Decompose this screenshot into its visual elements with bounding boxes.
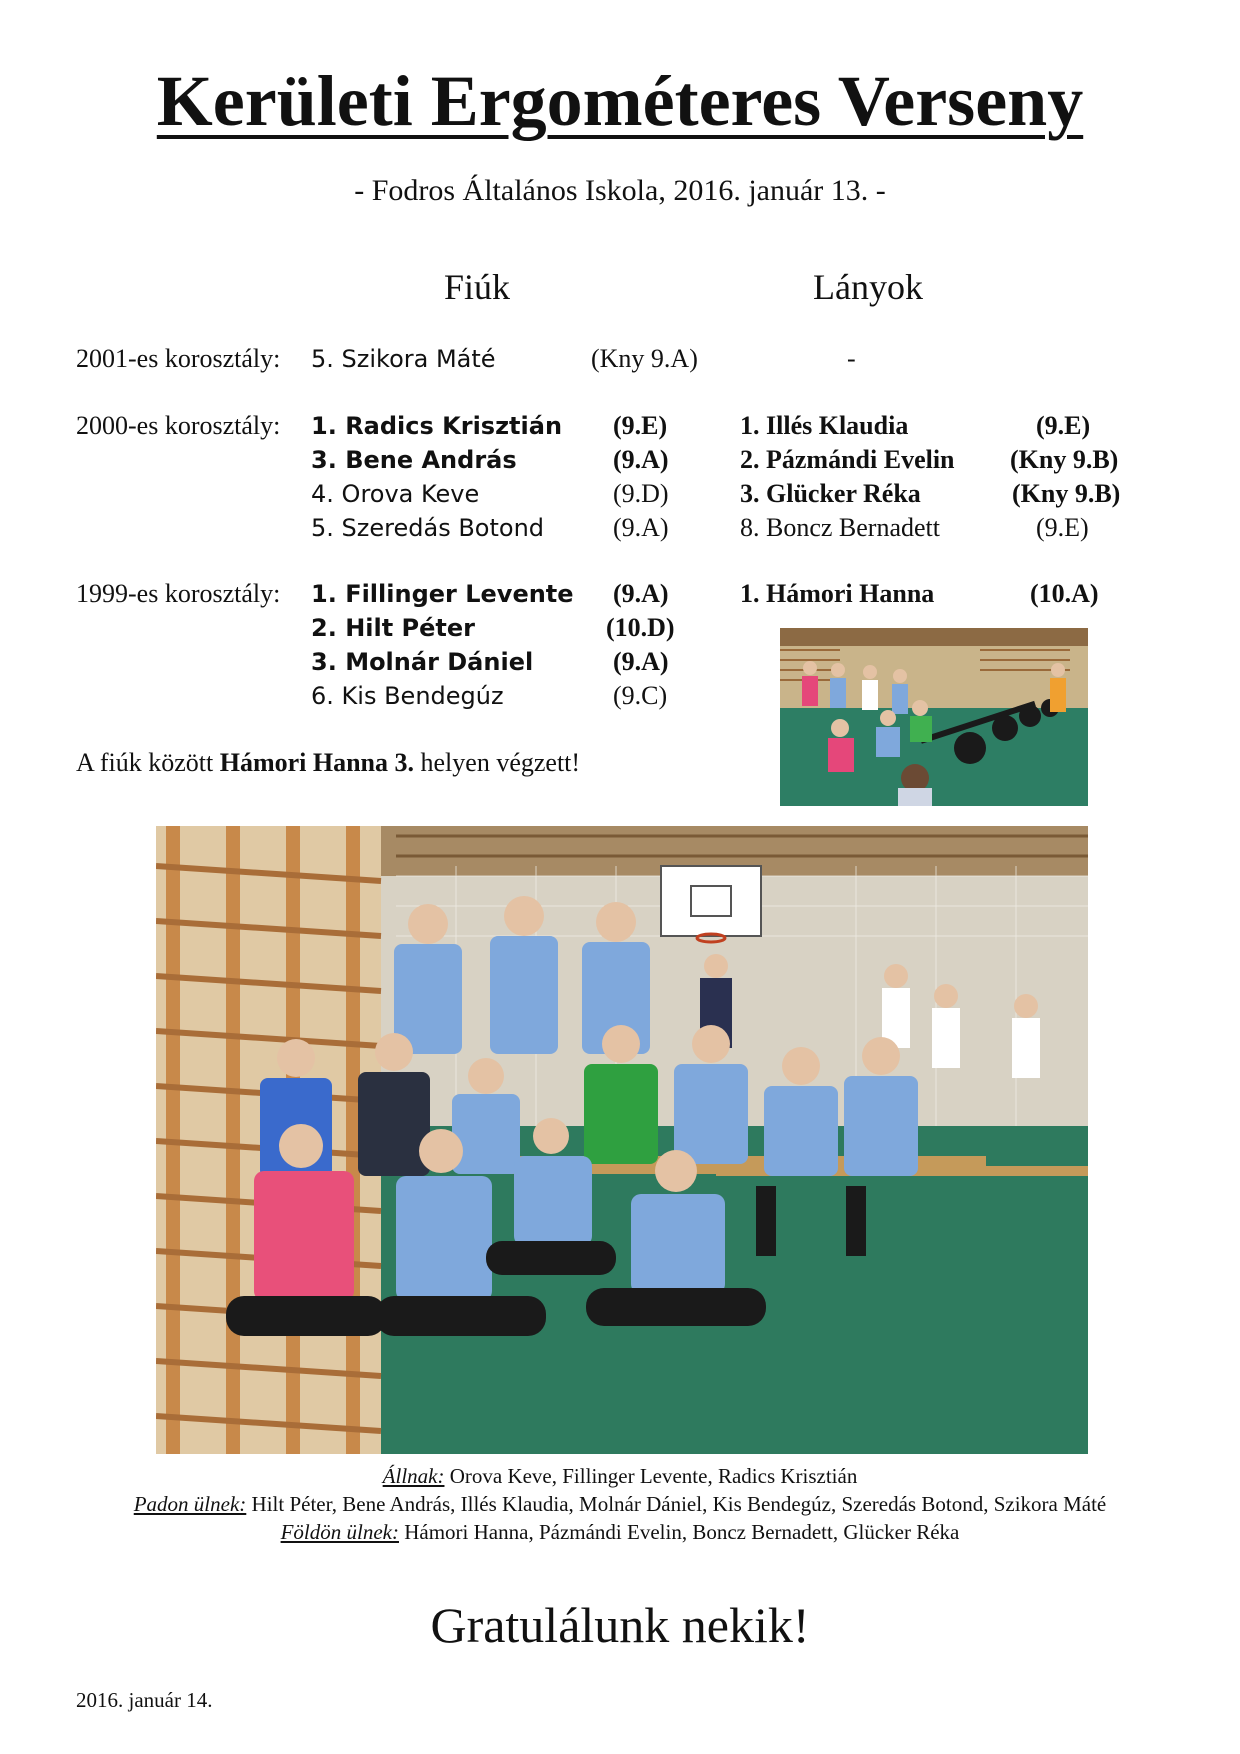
caption-line: Földön ülnek: Hámori Hanna, Pázmándi Evelin, Boncz Bernadett, Glücker Réka [280, 1520, 960, 1544]
result-class: (10.A) [1030, 579, 1099, 608]
result-class: (9.A) [613, 445, 669, 474]
result-row: 8. Boncz Bernadett [740, 513, 940, 542]
result-class: (Kny 9.A) [591, 344, 698, 373]
congratulations: Gratulálunk nekik! [430, 1597, 810, 1653]
caption-line: Állnak: Orova Keve, Fillinger Levente, Radics Krisztián [382, 1464, 858, 1488]
result-row: 1. Illés Klaudia [740, 411, 909, 440]
result-class: (9.A) [613, 647, 669, 676]
result-class: (9.D) [613, 479, 669, 508]
result-row: 2. Hilt Péter [311, 614, 476, 642]
page-subtitle: - Fodros Általános Iskola, 2016. január 13. - [354, 174, 886, 207]
result-row: 4. Orova Keve [311, 480, 480, 508]
result-class: (9.E) [613, 411, 668, 440]
result-class: (9.E) [1036, 513, 1089, 542]
column-header-girls: Lányok [813, 267, 923, 307]
page-title: Kerületi Ergométeres Verseny [156, 61, 1084, 141]
result-class: (9.A) [613, 513, 669, 542]
special-note: A fiúk között Hámori Hanna 3. helyen végzett! [76, 748, 581, 777]
caption-line: Padon ülnek: Hilt Péter, Bene András, Illés Klaudia, Molnár Dániel, Kis Bendegúz, Szeredás Botond, Szikora Máté [133, 1492, 1107, 1516]
result-row: 3. Bene András [311, 446, 517, 474]
result-class: (9.A) [613, 579, 669, 608]
group-label-1999: 1999-es korosztály: [76, 579, 281, 608]
result-row: 6. Kis Bendegúz [311, 682, 504, 710]
result-class: (9.E) [1036, 411, 1091, 440]
document-date: 2016. január 14. [76, 1688, 213, 1712]
result-class: (10.D) [606, 613, 675, 642]
result-row: 1. Hámori Hanna [740, 579, 935, 608]
group-photo [156, 826, 1088, 1454]
result-class: (Kny 9.B) [1010, 445, 1119, 474]
photo-caption [0, 1462, 1240, 1546]
result-row: 1. Fillinger Levente [311, 580, 574, 608]
rowing-photo [780, 628, 1088, 806]
result-row: 1. Radics Krisztián [311, 412, 563, 440]
column-header-boys: Fiúk [444, 267, 511, 307]
empty-result-dash: - [847, 344, 856, 373]
result-row: 3. Glücker Réka [740, 479, 921, 508]
result-row: 5. Szikora Máté [311, 345, 496, 373]
result-class: (9.C) [613, 681, 668, 710]
group-label-2000: 2000-es korosztály: [76, 411, 281, 440]
group-label-2001: 2001-es korosztály: [76, 344, 281, 373]
result-class: (Kny 9.B) [1012, 479, 1121, 508]
result-row: 5. Szeredás Botond [311, 514, 545, 542]
result-row: 2. Pázmándi Evelin [740, 445, 955, 474]
result-row: 3. Molnár Dániel [311, 648, 534, 676]
